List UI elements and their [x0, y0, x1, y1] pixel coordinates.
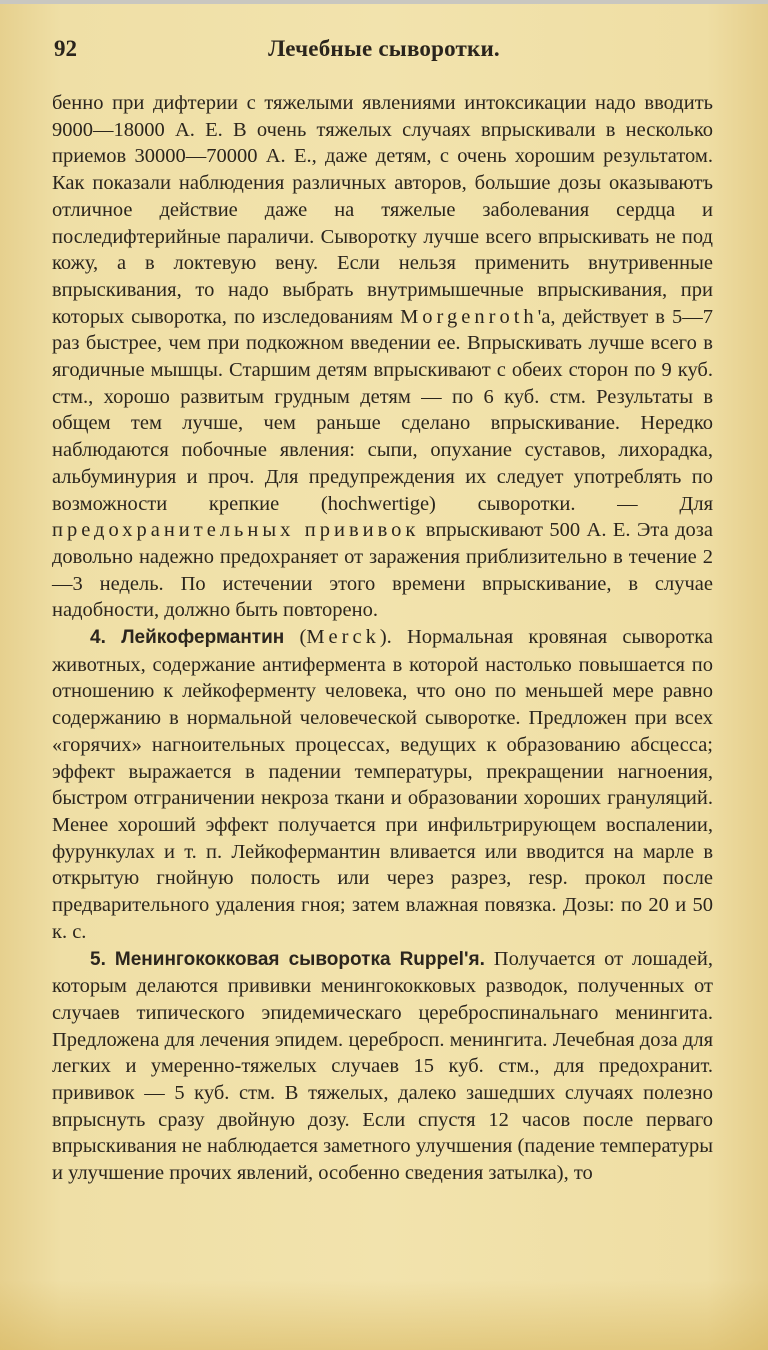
paragraph-text: Получается от лошадей, которым делаются прививки менингококковых разводок, полученных от случаев типического эпидемическаго цереброспинальнаго менингита. Предложена для лечения эпидем. церебросп. менингита. Лечебная доза для легких и умеренно-тяжелых случаев 15 куб. стм., для предохранит. прививок — 5 куб. стм. В тяжелых, далеко зашедших случаях полезно впрыснуть сразу двойную дозу. Если спустя 12 часов после перваго впрыскивания не наблюдается заметного улучшения (падение температуры и улучшение прочих явлений, особенно сведения затылка), то — [52, 947, 713, 1185]
term-spaced: предохранительных прививок — [52, 519, 420, 542]
paragraph-meningococcal-serum — [52, 946, 713, 1187]
section-heading-meningococcal-serum: 5. Менингококковая сыворотка Ruppel'я. — [90, 948, 485, 970]
paragraph-leukofermantin — [52, 624, 713, 945]
page-header — [52, 36, 716, 70]
paragraph-text: бенно при дифтерии с тяжелыми явлениями интоксикации надо вводить 9000—18000 А. Е. В очень тяжелых случаях впрыскивали в несколько приемов 30000—70000 А. Е., даже детям, с очень хорошим результатом. Как показали наблюдения различных авторов, большие дозы оказываютъ отличное действие даже на тяжелые заболевания сердца и последифтерийные параличи. Сыворотку лучше всего впрыскивать не под кожу, а в локтевую вену. Если нельзя применить внутривенные впрыскивания, то надо выбрать внутримышечные впрыскивания, при которых сыворотка, по изследованиям — [52, 92, 713, 328]
page-number: 92 — [54, 36, 77, 61]
paragraph-text: 'a, действует в 5—7 раз быстрее, чем при подкожном введении ее. Впрыскивать лучше всего в ягодичные мышцы. Старшим детям впрыскивают с обеих сторон по 9 куб. стм., хорошо развитым грудным детям — по 6 куб. стм. Результаты в общем тем лучше, чем раньше сделано впрыскивание. Нередко наблюдаются побочные явления: сыпи, опухание суставов, лихорадка, альбуминурия и проч. Для предупреждения их следует употреблять по возможности крепкие (hochwertige) сыворотки. — Для — [52, 305, 714, 515]
author-name-spaced: Morgenroth — [400, 305, 538, 328]
paragraph-text: впрыскивают 500 А. Е. Эта доза довольно надежно предохраняет от заражения приблизительно в течение 2—3 недель. По истечении этого времени впрыскивание, в случае надобности, должно быть повторено. — [52, 519, 713, 622]
paragraph-text: Нормальная кровяная сыворотка животных, содержание антифермента в которой настолько повышается по отношению к лейкоферменту человека, что оно по меньшей мере равно содержанию в нормальной человеческой сыворотке. Предложен при всех «горячих» нагноительных процессах, ведущих к образованию абсцесса; эффект выражается в падении температуры, прекращении нагноения, быстром отграничении некроза ткани и образовании хороших грануляций. Менее хороший эффект получается при инфильтрирующем воспалении, фурункулах и т. п. Лейкофермантин вливается или вводится на марле в открытую гнойную полость или через разрез, resp. прокол после предварительного удаления гноя; затем влажная повязка. Дозы: по 20 и 50 к. с. — [52, 626, 713, 943]
page-top-edge — [0, 0, 768, 4]
running-title: Лечебные сыворотки. — [268, 36, 500, 61]
paragraph-diphtheria-dosage — [52, 90, 713, 624]
paragraph-text: ). — [379, 626, 392, 649]
manufacturer-spaced: Merck — [306, 626, 380, 649]
paragraph-text: ( — [284, 626, 307, 649]
section-heading-leukofermantin: 4. Лейкофермантин — [90, 627, 285, 649]
body-text — [52, 90, 713, 1187]
